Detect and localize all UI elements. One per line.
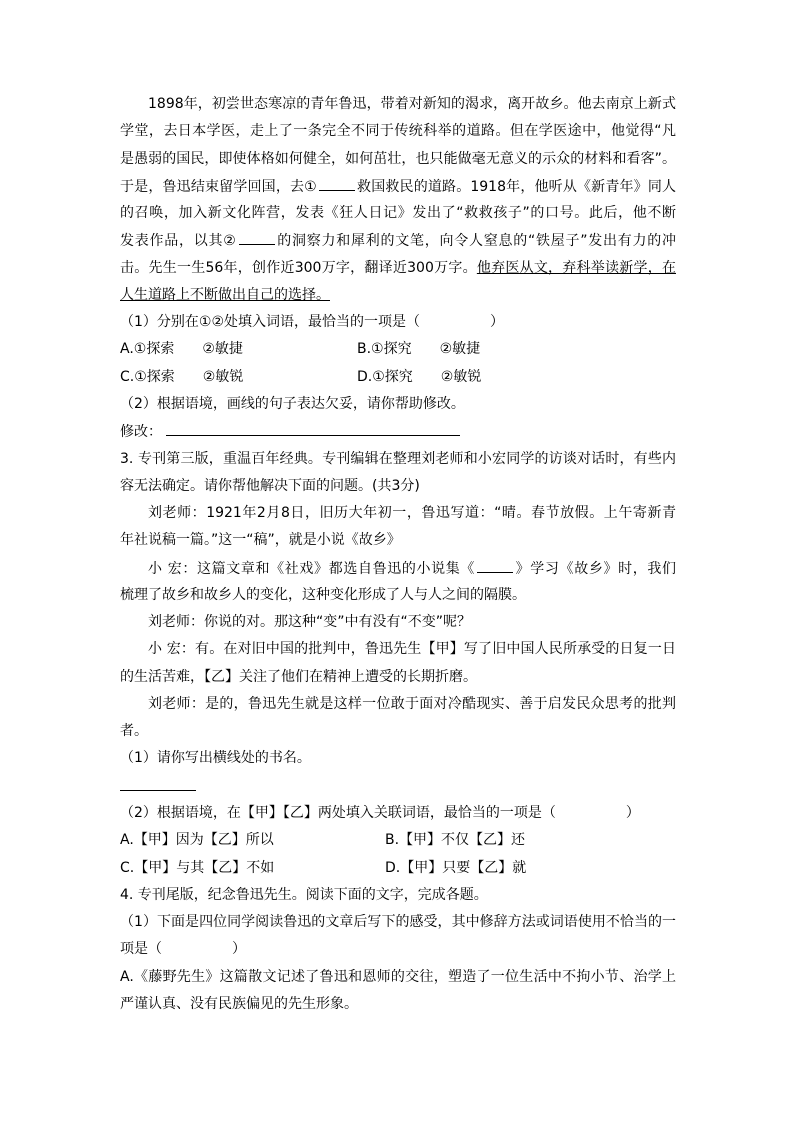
text-segment: 的生活苦难，【乙】关注了他们在精神上遭受的长期折磨。 [120,668,477,685]
text-segment: 容无法确定。请你帮他解决下面的问题。(共3分) [120,477,420,494]
text-segment: 梳理了故乡和故乡人的变化，这种变化形成了人与人之间的隔膜。 [120,586,526,603]
text-line [120,339,676,359]
text-line [120,721,676,741]
option-choice: D.①探究 ②敏锐 [357,368,482,385]
text-segment: 者。 [120,723,148,740]
text-line [120,858,676,878]
fill-in-blank[interactable] [477,558,513,573]
text-line [120,967,676,987]
text-segment: 刘老师：1921年2月8日，旧历大年初一，鲁迅写道：“晴。春节放假。上午寄新青 [148,505,676,522]
text-line [120,258,676,278]
option-choice: B.【甲】不仅【乙】还 [385,832,526,849]
option-choice: B.①探究 ②敏捷 [357,341,481,358]
text-line [120,394,676,414]
text-segment: （2）根据语境，画线的句子表达欠妥，请你帮助修改。 [120,395,465,412]
text-line [120,149,676,169]
text-line [120,367,676,387]
text-line [120,694,676,714]
text-segment: 》学习《故乡》时，我们 [515,560,677,577]
text-segment: 年社说稿一篇。”这一“稿”，就是小说《故乡》 [120,532,401,549]
fill-in-blank[interactable] [239,230,275,245]
text-line [120,612,676,632]
underlined-sentence: 人生道路上不断做出自己的选择。 [120,286,330,303]
text-segment: 3. 专刊第三版，重温百年经典。专刊编辑在整理刘老师和小宏同学的访谈对话时，有些内 [120,450,676,467]
text-line [120,203,676,223]
text-segment: （2）根据语境，在【甲】【乙】两处填入关联词语，最恰当的一项是（ ） [120,805,640,822]
text-line [120,830,676,850]
text-line [120,121,676,141]
text-line [120,94,676,114]
text-segment: 于是，鲁迅结束留学回国，去① [120,178,317,195]
option-choice: D.【甲】只要【乙】就 [385,859,527,876]
text-line [120,667,676,687]
underlined-sentence: 他弃医从文，弃科举读新学，在 [476,259,676,276]
text-segment: C.【甲】与其【乙】不如 [120,859,275,876]
text-line [120,803,676,823]
text-segment: 刘老师：你说的对。那这种“变”中有没有“不变”呢？ [148,614,472,631]
text-segment: 的召唤，加入新文化阵营，发表《狂人日记》发出了“救救孩子”的口号。此后，他不断 [120,205,676,222]
text-segment: 严谨认真、没有民族偏见的先生形象。 [120,995,358,1012]
text-segment: 4. 专刊尾版，纪念鲁迅先生。阅读下面的文字，完成各题。 [120,886,488,903]
text-line [120,558,676,578]
text-segment: 小 宏：有。在对旧中国的批判中，鲁迅先生【甲】写了旧中国人民所承受的日复一日 [148,641,676,658]
text-line [120,585,676,605]
text-line [120,994,676,1014]
text-line [120,912,676,932]
fill-in-blank[interactable] [120,776,196,791]
text-segment: 项是（ ） [120,941,246,958]
fill-in-blank[interactable] [166,421,460,436]
text-segment: （1）分别在①②处填入词语，最恰当的一项是（ ） [120,314,505,331]
text-segment: C.①探索 ②敏锐 [120,368,244,385]
text-line [120,885,676,905]
text-segment: 学堂，去日本学医，走上了一条完全不同于传统科举的道路。但在学医途中，他觉得“凡 [120,123,676,140]
text-line [120,530,676,550]
text-line [120,230,676,250]
text-line [120,421,676,441]
text-segment: （1）请你写出横线处的书名。 [120,750,311,767]
text-segment: （1）下面是四位同学阅读鲁迅的文章后写下的感受，其中修辞方法或词语使用不恰当的一 [120,914,676,931]
text-segment: A.《藤野先生》这篇散文记述了鲁迅和恩师的交往，塑造了一位生活中不拘小节、治学上 [120,968,676,985]
text-line [120,449,676,469]
text-segment: 救国救民的道路。1918年，他听从《新青年》同人 [356,178,676,195]
text-line [120,312,676,332]
text-line [120,503,676,523]
text-line [120,776,676,796]
text-segment: 的洞察力和犀利的文笔，向令人窒息的“铁屋子”发出有力的冲 [276,233,676,250]
text-segment: A.①探索 ②敏捷 [120,341,243,358]
text-segment: 1898年，初尝世态寒凉的青年鲁迅，带着对新知的渴求，离开故乡。他去南京上新式 [148,96,676,112]
text-segment: 刘老师：是的，鲁迅先生就是这样一位敢于面对冷酷现实、善于启发民众思考的批判 [148,695,676,712]
text-segment: 是愚弱的国民，即使体格如何健全，如何茁壮，也只能做毫无意义的示众的材料和看客”。 [120,150,676,167]
fill-in-blank[interactable] [319,176,355,191]
text-segment: 击。先生一生56年，创作近300万字，翻译近300万字。 [120,259,477,276]
text-line [120,176,676,196]
text-line [120,476,676,496]
text-segment: 小 宏：这篇文章和《社戏》都选自鲁迅的小说集《 [148,560,476,577]
text-line [120,748,676,768]
text-segment: 发表作品，以其② [120,233,237,250]
text-line [120,939,676,959]
text-segment: A.【甲】因为【乙】所以 [120,832,274,849]
text-line [120,285,676,305]
text-segment: 修改： [120,424,162,441]
text-line [120,639,676,659]
